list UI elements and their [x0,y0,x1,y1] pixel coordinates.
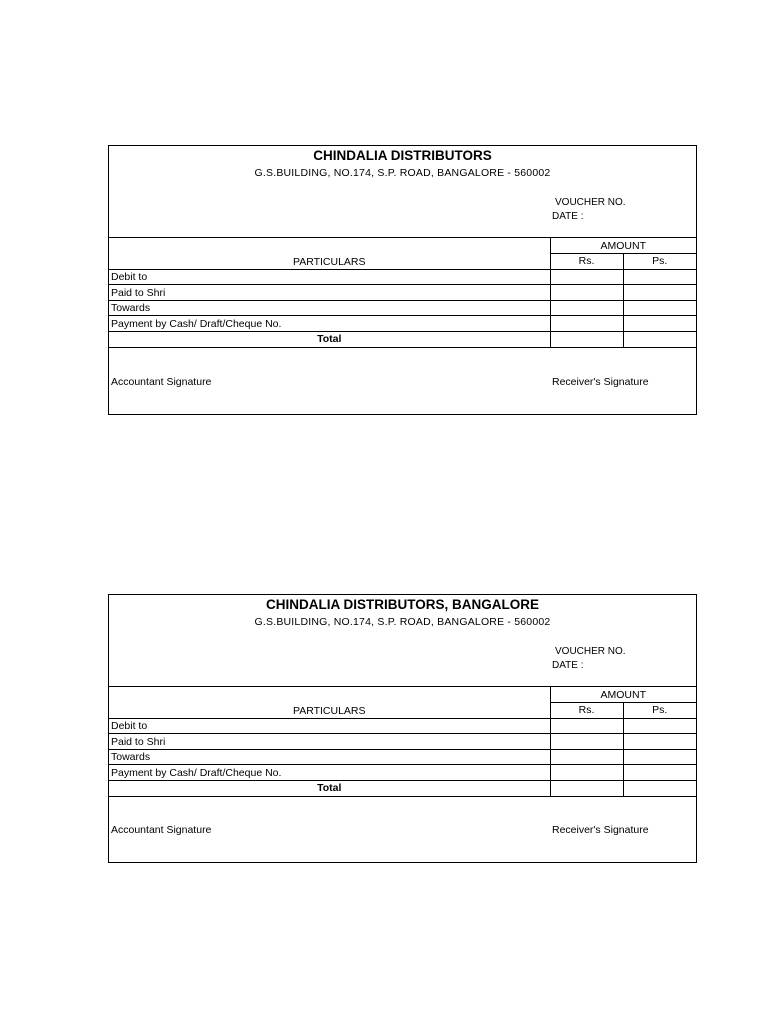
row-label-payment: Payment by Cash/ Draft/Cheque No. [109,316,550,332]
voucher-1 [108,145,697,415]
table-row [109,734,696,750]
row-label-payment: Payment by Cash/ Draft/Cheque No. [109,765,550,781]
voucher-no-label: VOUCHER NO. [555,646,626,657]
rs-cell [550,734,623,750]
table-row [109,749,696,765]
accountant-signature-label: Accountant Signature [111,376,212,388]
particulars-header: PARTICULARS [109,687,550,718]
table-row [109,718,696,734]
ps-cell [623,285,696,301]
receiver-signature-label: Receiver's Signature [552,376,649,388]
table-row [109,765,696,781]
rs-header: Rs. [550,703,623,719]
rs-cell [550,316,623,332]
total-row [109,332,696,348]
amount-header: AMOUNT [550,687,696,703]
company-address: G.S.BUILDING, NO.174, S.P. ROAD, BANGALORE - 560002 [254,167,551,179]
voucher-header [109,595,696,687]
receiver-signature-label: Receiver's Signature [552,824,649,836]
ps-header: Ps. [623,703,696,719]
rs-cell [550,718,623,734]
ps-cell [623,749,696,765]
ps-total-cell [623,781,696,797]
table-row [109,269,696,285]
date-label: DATE : [552,211,584,222]
table-row [109,300,696,316]
rs-header: Rs. [550,254,623,270]
row-label-debit-to: Debit to [109,269,550,285]
rs-cell [550,300,623,316]
row-label-towards: Towards [109,300,550,316]
particulars-table [109,687,696,797]
date-label: DATE : [552,660,584,671]
particulars-header: PARTICULARS [109,238,550,269]
table-row [109,316,696,332]
row-label-debit-to: Debit to [109,718,550,734]
rs-total-cell [550,781,623,797]
rs-cell [550,285,623,301]
ps-cell [623,734,696,750]
row-label-paid-to: Paid to Shri [109,285,550,301]
company-address: G.S.BUILDING, NO.174, S.P. ROAD, BANGALORE - 560002 [254,616,551,628]
ps-total-cell [623,332,696,348]
row-label-towards: Towards [109,749,550,765]
voucher-no-label: VOUCHER NO. [555,197,626,208]
ps-cell [623,718,696,734]
amount-header: AMOUNT [550,238,696,254]
total-label: Total [109,781,550,797]
particulars-table [109,238,696,348]
ps-header: Ps. [623,254,696,270]
table-row [109,285,696,301]
voucher-2 [108,594,697,863]
rs-cell [550,269,623,285]
company-name: CHINDALIA DISTRIBUTORS, BANGALORE [266,597,539,612]
voucher-header [109,146,696,238]
total-label: Total [109,332,550,348]
rs-cell [550,749,623,765]
ps-cell [623,269,696,285]
ps-cell [623,765,696,781]
total-row [109,781,696,797]
rs-cell [550,765,623,781]
row-label-paid-to: Paid to Shri [109,734,550,750]
accountant-signature-label: Accountant Signature [111,824,212,836]
ps-cell [623,316,696,332]
ps-cell [623,300,696,316]
rs-total-cell [550,332,623,348]
company-name: CHINDALIA DISTRIBUTORS [313,148,492,163]
